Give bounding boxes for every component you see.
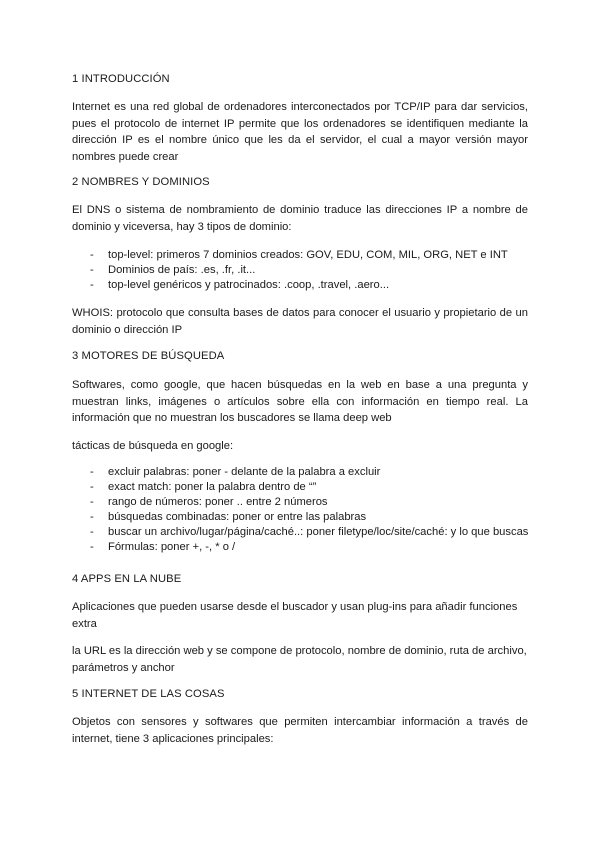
section-heading-motores-busqueda: 3 MOTORES DE BÚSQUEDA [72, 350, 225, 362]
list-item: - top-level: primeros 7 dominios creados: GOV, EDU, COM, MIL, ORG, NET e INT [72, 248, 528, 263]
list-item: - excluir palabras: poner - delante de la palabra a excluir [72, 465, 528, 480]
list-item: - buscar un archivo/lugar/página/caché..: poner filetype/loc/site/caché: y lo que buscas [72, 525, 528, 540]
section-heading-internet-cosas: 5 INTERNET DE LAS COSAS [72, 688, 225, 700]
section-heading-apps-nube: 4 APPS EN LA NUBE [72, 573, 182, 585]
list-item: - rango de números: poner .. entre 2 números [72, 495, 528, 510]
search-tactics-list [72, 465, 528, 555]
list-item: - top-level genéricos y patrocinados: .coop, .travel, .aero... [72, 278, 528, 293]
section-paragraph: Objetos con sensores y softwares que permiten intercambiar información a través de internet, tiene 3 aplicaciones principales: [72, 716, 528, 745]
list-item: - Dominios de país: .es, .fr, .it... [72, 263, 528, 278]
section-paragraph: Internet es una red global de ordenadores interconectados por TCP/IP para dar servicios, pues el protocolo de internet IP permite que los ordenadores se identifiquen mediante la dirección IP es el nombre único que les da el servidor, el cual a mayor versión mayor nombres puede crear [72, 101, 528, 163]
domain-types-list [72, 248, 528, 293]
section-paragraph: El DNS o sistema de nombramiento de dominio traduce las direcciones IP a nombre de dominio y viceversa, hay 3 tipos de dominio: [72, 204, 528, 233]
section-paragraph: tácticas de búsqueda en google: [72, 440, 234, 452]
section-heading-nombres-dominios: 2 NOMBRES Y DOMINIOS [72, 176, 210, 188]
section-paragraph: Aplicaciones que pueden usarse desde el buscador y usan plug-ins para añadir funciones extra [72, 601, 518, 630]
list-item: - exact match: poner la palabra dentro de “” [72, 480, 528, 495]
list-item: - Fórmulas: poner +, -, * o / [72, 540, 528, 555]
section-paragraph: WHOIS: protocolo que consulta bases de datos para conocer el usuario y propietario de un dominio o dirección IP [72, 307, 528, 336]
section-paragraph: la URL es la dirección web y se compone de protocolo, nombre de dominio, ruta de archivo, parámetros y anchor [72, 645, 527, 674]
list-item: - búsquedas combinadas: poner or entre las palabras [72, 510, 528, 525]
section-paragraph: Softwares, como google, que hacen búsquedas en la web en base a una pregunta y muestran links, imágenes o artículos sobre ella con información en tiempo real. La información que no muestran los buscadores se llama deep web [72, 379, 528, 424]
section-heading-introduccion: 1 INTRODUCCIÓN [72, 73, 170, 85]
